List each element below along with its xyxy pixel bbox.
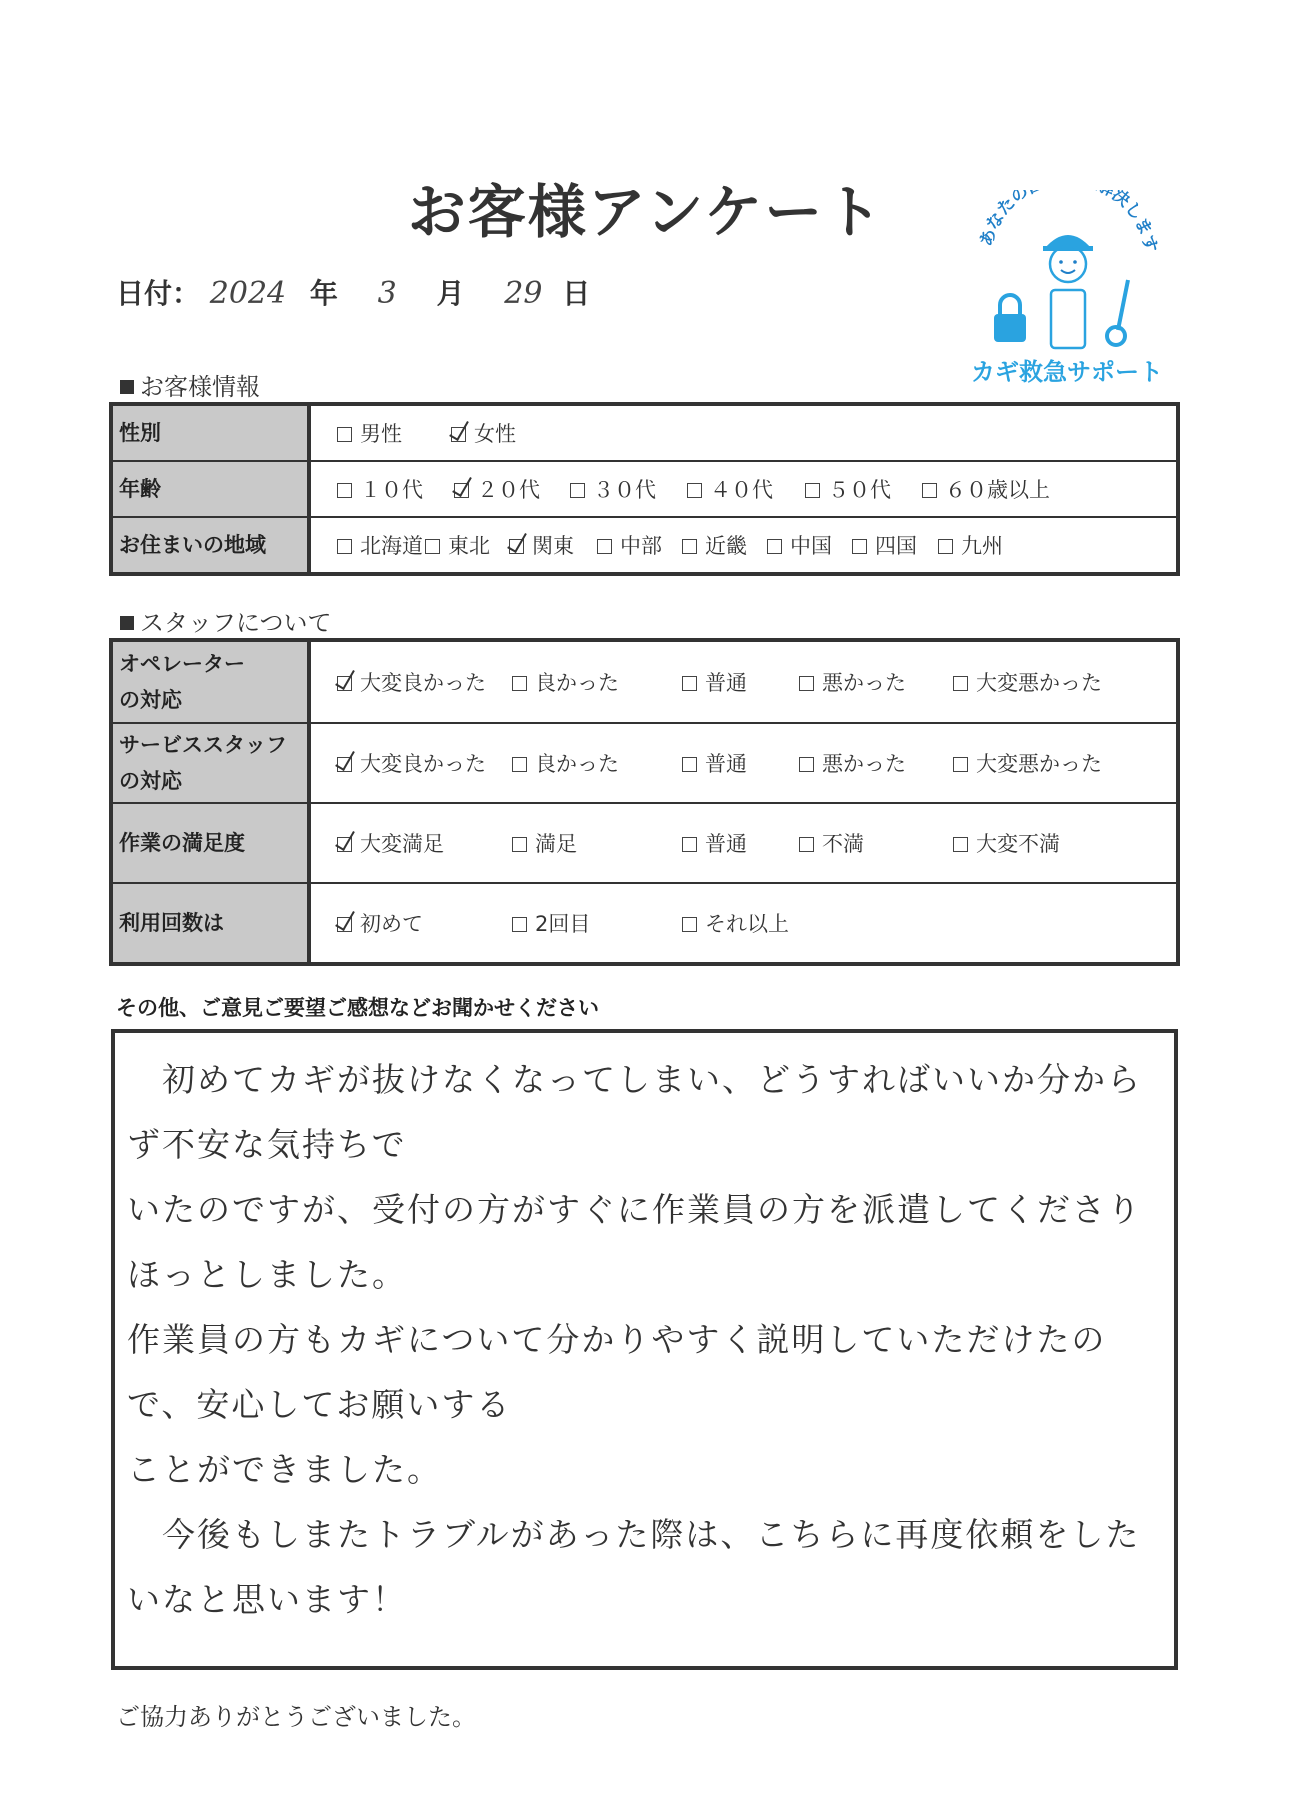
- comment-line: 初めてカギが抜けなくなってしまい、どうすればいいか分からず不安な気持ちで: [127, 1060, 1142, 1164]
- checkbox-option[interactable]: [953, 748, 1102, 778]
- checkbox-option[interactable]: [597, 530, 662, 560]
- row-label: お住まいの地域: [111, 517, 309, 574]
- logo-graphic: [960, 190, 1175, 390]
- logo-arc-text: あなたの 決します: [976, 190, 1161, 255]
- row-label: [111, 883, 309, 964]
- row-label: [111, 803, 309, 883]
- checkbox-option[interactable]: [953, 667, 1102, 697]
- option-label: 北海道: [360, 534, 423, 558]
- checkbox-option[interactable]: [337, 530, 423, 560]
- checked-checkbox-icon[interactable]: [509, 539, 524, 554]
- option-label: 近畿: [705, 534, 747, 558]
- checkbox-option[interactable]: [509, 530, 574, 560]
- checkbox-icon[interactable]: [953, 837, 968, 852]
- checkbox-option[interactable]: [512, 908, 590, 938]
- checkbox-icon[interactable]: [337, 539, 352, 554]
- staff-section-heading: スタッフについて: [120, 603, 332, 638]
- option-cell: [309, 723, 1178, 803]
- checkbox-option[interactable]: [337, 667, 486, 697]
- checkbox-option[interactable]: [425, 530, 490, 560]
- row-label-line1: 利用回数は: [119, 911, 224, 935]
- checkbox-option[interactable]: [799, 748, 906, 778]
- option-label: 東北: [448, 534, 490, 558]
- checkbox-icon[interactable]: [953, 676, 968, 691]
- checkbox-option[interactable]: [682, 828, 747, 858]
- checkbox-icon[interactable]: [938, 539, 953, 554]
- option-cell: [309, 461, 1178, 517]
- form-row: [111, 404, 1178, 461]
- option-label: 良かった: [535, 671, 619, 695]
- checkbox-icon[interactable]: [512, 676, 527, 691]
- checkbox-icon[interactable]: [425, 539, 440, 554]
- checkbox-option[interactable]: [451, 418, 516, 448]
- option-label: 九州: [961, 534, 1003, 558]
- option-cell: [309, 404, 1178, 461]
- option-label: 中部: [620, 534, 662, 558]
- checkbox-icon[interactable]: [512, 837, 527, 852]
- form-row: [111, 723, 1178, 803]
- option-label: 普通: [705, 832, 747, 856]
- staff-table: [109, 638, 1180, 966]
- option-label: 悪かった: [822, 671, 906, 695]
- comment-line: いたのですが、受付の方がすぐに作業員の方を派遣してくださりほっとしました。: [127, 1190, 1142, 1294]
- option-label: 大変良かった: [360, 671, 486, 695]
- survey-title: お客様アンケート: [407, 178, 885, 246]
- year-unit: 年: [309, 277, 338, 310]
- form-row: [111, 640, 1178, 723]
- checkbox-icon[interactable]: [687, 483, 702, 498]
- checkbox-icon[interactable]: [953, 757, 968, 772]
- checkbox-icon[interactable]: [512, 917, 527, 932]
- option-cell: [309, 883, 1178, 964]
- checkbox-option[interactable]: [953, 828, 1060, 858]
- row-label-line1: オペレーター: [119, 652, 245, 676]
- checkbox-option[interactable]: [799, 828, 864, 858]
- option-label: 男性: [360, 422, 402, 446]
- row-label: [111, 640, 309, 723]
- checkbox-option[interactable]: [337, 828, 444, 858]
- form-row: [111, 461, 1178, 517]
- option-cell: [309, 517, 1178, 574]
- checkbox-option[interactable]: [938, 530, 1003, 560]
- checkbox-icon[interactable]: [922, 483, 937, 498]
- comment-line: ことができました。: [127, 1450, 442, 1489]
- comment-heading: その他、ご意見ご要望ご感想などお聞かせください: [116, 996, 599, 1020]
- checkbox-icon[interactable]: [852, 539, 867, 554]
- option-label: 大変満足: [360, 832, 444, 856]
- checked-checkbox-icon[interactable]: [454, 483, 469, 498]
- checked-checkbox-icon[interactable]: [337, 917, 352, 932]
- option-label: 悪かった: [822, 752, 906, 776]
- checkbox-option[interactable]: [337, 474, 423, 504]
- checkbox-option[interactable]: [454, 474, 540, 504]
- checkbox-option[interactable]: [337, 748, 486, 778]
- customer-section-heading: お客様情報: [120, 367, 260, 402]
- checkbox-option[interactable]: [687, 474, 773, 504]
- company-logo: [960, 190, 1175, 390]
- thanks-text: ご協力ありがとうございました。: [116, 1703, 476, 1731]
- checkbox-icon[interactable]: [682, 539, 697, 554]
- day-unit: 日: [562, 277, 591, 310]
- option-label: 不満: [822, 832, 864, 856]
- option-label: 大変悪かった: [976, 671, 1102, 695]
- customer-info-table: [109, 402, 1180, 576]
- date-day: 29: [504, 276, 543, 311]
- checkbox-option[interactable]: [512, 667, 619, 697]
- checkbox-icon[interactable]: [512, 757, 527, 772]
- checkbox-icon[interactable]: [682, 757, 697, 772]
- date-month: 3: [377, 276, 397, 311]
- row-label: 年齢: [111, 461, 309, 517]
- checkbox-icon[interactable]: [799, 837, 814, 852]
- option-label: ４０代: [710, 478, 773, 502]
- checkbox-option[interactable]: [570, 474, 656, 504]
- checkbox-icon[interactable]: [805, 483, 820, 498]
- option-label: 初めて: [360, 912, 423, 936]
- option-label: 普通: [705, 752, 747, 776]
- form-row: [111, 803, 1178, 883]
- option-cell: [309, 640, 1178, 723]
- square-bullet-icon: [120, 380, 134, 394]
- form-row: [111, 883, 1178, 964]
- option-label: 普通: [705, 671, 747, 695]
- date-year: 2024: [209, 276, 287, 311]
- row-label: 性別: [111, 404, 309, 461]
- checked-checkbox-icon[interactable]: [451, 427, 466, 442]
- logo-name: カギ救急サポート: [971, 358, 1163, 386]
- option-label: 2回目: [535, 912, 591, 936]
- checkbox-icon[interactable]: [597, 539, 612, 554]
- checkbox-icon[interactable]: [337, 427, 352, 442]
- option-label: 大変良かった: [360, 752, 486, 776]
- checkbox-option[interactable]: [512, 828, 577, 858]
- row-label-line2: の対応: [119, 688, 182, 712]
- comment-line: 今後もしまたトラブルがあった際は、こちらに再度依頼をしたいなと思います！: [127, 1515, 1141, 1619]
- row-label-line1: 作業の満足度: [119, 831, 245, 855]
- row-label: [111, 723, 309, 803]
- form-row: [111, 517, 1178, 574]
- row-label-line1: サービススタッフ: [119, 733, 287, 757]
- checkbox-option[interactable]: [852, 530, 917, 560]
- square-bullet-icon: [120, 616, 134, 630]
- option-label: 中国: [790, 534, 832, 558]
- option-label: 大変不満: [976, 832, 1060, 856]
- option-label: 良かった: [535, 752, 619, 776]
- checkbox-option[interactable]: [337, 908, 423, 938]
- option-label: ２０代: [477, 478, 540, 502]
- checkbox-icon[interactable]: [570, 483, 585, 498]
- checked-checkbox-icon[interactable]: [337, 676, 352, 691]
- comment-box: [111, 1029, 1178, 1670]
- checkbox-icon[interactable]: [799, 676, 814, 691]
- checkbox-icon[interactable]: [682, 676, 697, 691]
- option-label: ５０代: [828, 478, 891, 502]
- option-cell: [309, 803, 1178, 883]
- option-label: ３０代: [593, 478, 656, 502]
- option-label: 満足: [535, 832, 577, 856]
- checkbox-icon[interactable]: [682, 837, 697, 852]
- date-label: 日付：: [116, 277, 201, 310]
- option-label: １０代: [360, 478, 423, 502]
- checkbox-option[interactable]: [799, 667, 906, 697]
- checkbox-icon[interactable]: [799, 757, 814, 772]
- checkbox-option[interactable]: [767, 530, 832, 560]
- checkbox-option[interactable]: [805, 474, 891, 504]
- checkbox-option[interactable]: [512, 748, 619, 778]
- checkbox-icon[interactable]: [682, 917, 697, 932]
- checkbox-option[interactable]: [337, 418, 402, 448]
- checkbox-icon[interactable]: [767, 539, 782, 554]
- date-line: [116, 272, 590, 312]
- month-unit: 月: [436, 277, 465, 310]
- option-label: それ以上: [705, 912, 789, 936]
- option-label: ６０歳以上: [945, 478, 1050, 502]
- checkbox-option[interactable]: [682, 908, 789, 938]
- option-label: 四国: [875, 534, 917, 558]
- option-label: 大変悪かった: [976, 752, 1102, 776]
- row-label-line2: の対応: [119, 769, 182, 793]
- checked-checkbox-icon[interactable]: [337, 837, 352, 852]
- checkbox-option[interactable]: [682, 748, 747, 778]
- checkbox-option[interactable]: [682, 667, 747, 697]
- comment-line: 作業員の方もカギについて分かりやすく説明していただけたので、安心してお願いする: [127, 1320, 1107, 1424]
- handwritten-comment: [127, 1047, 1167, 1632]
- checkbox-option[interactable]: [922, 474, 1050, 504]
- checked-checkbox-icon[interactable]: [337, 757, 352, 772]
- option-label: 女性: [474, 422, 516, 446]
- checkbox-icon[interactable]: [337, 483, 352, 498]
- checkbox-option[interactable]: [682, 530, 747, 560]
- option-label: 関東: [532, 534, 574, 558]
